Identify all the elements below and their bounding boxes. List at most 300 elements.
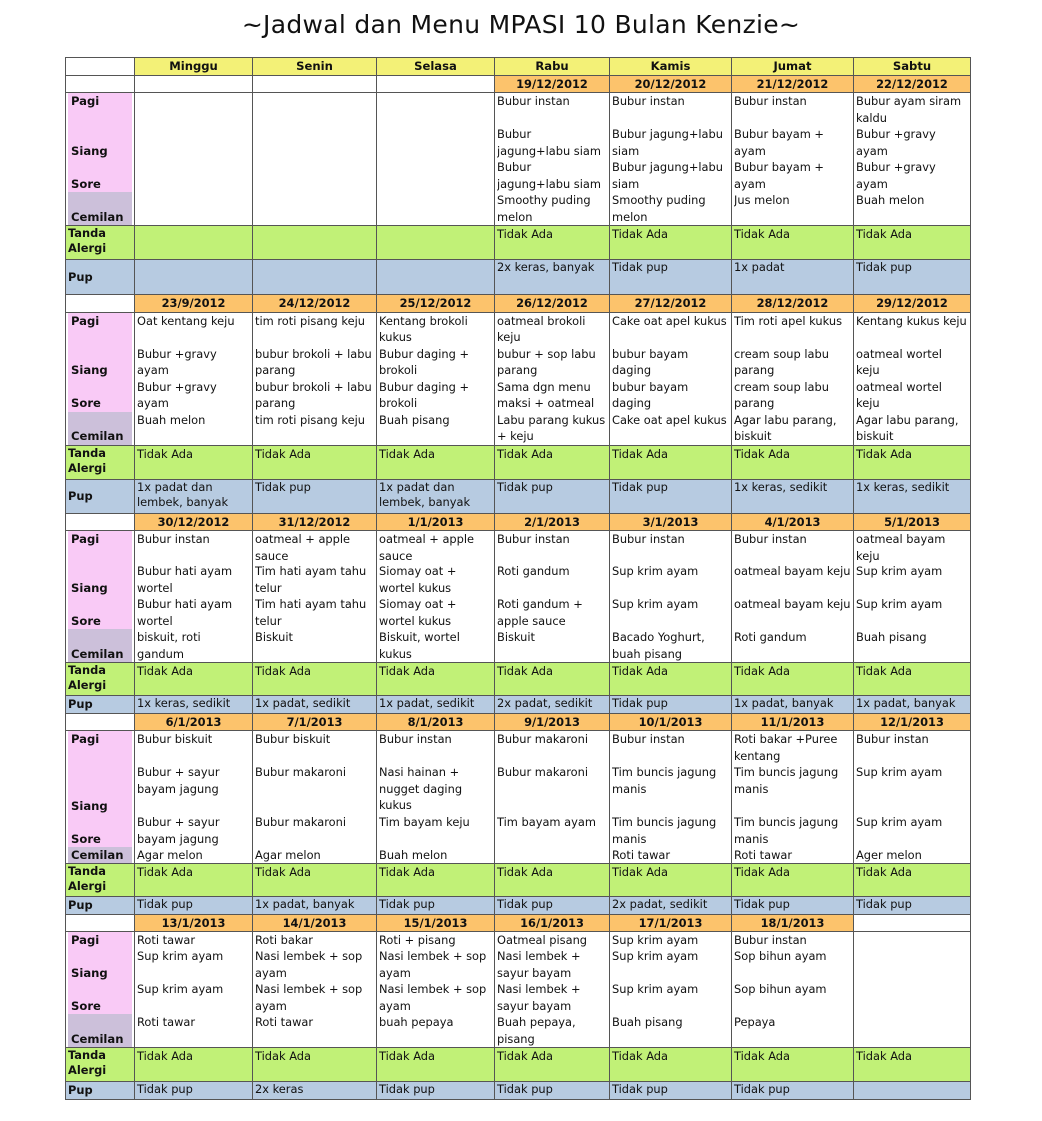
label-siang: Siang [68,563,132,596]
meal-labels [66,932,135,1048]
date-cell [253,75,377,93]
pup-cell: Tidak pup [377,1082,495,1100]
meal-sore: bubur bayam daging [612,379,689,410]
meal-sore: Siomay oat + wortel kukus [379,597,457,628]
meal-cell [495,93,610,226]
week-2-pup-row [66,696,971,714]
alergi-cell: Tidak Ada [377,864,495,897]
meal-cell [135,93,253,226]
alergi-cell: Tidak Ada [610,445,732,479]
date-cell: 6/1/2013 [135,713,253,731]
date-cell: 26/12/2012 [495,295,610,313]
meal-sore: Tim bayam ayam [497,815,596,829]
alergi-cell: Tidak Ada [495,663,610,696]
label-alergi: Tanda Alergi [66,226,135,260]
alergi-cell: Tidak Ada [854,226,971,260]
day-header-1: Senin [253,58,377,76]
alergi-cell: Tidak Ada [854,445,971,479]
meal-cell [610,312,732,445]
week-0-date-row [66,75,971,93]
date-cell: 12/1/2013 [854,713,971,731]
meal-sore: Nasi lembek + sop ayam [379,982,487,1013]
date-cell: 20/12/2012 [610,75,732,93]
pup-cell: 2x keras [253,1082,377,1100]
meal-pagi: oatmeal bayam keju [856,532,946,563]
pup-cell: Tidak pup [732,1082,854,1100]
meal-siang: Bubur +gravy ayam [137,346,217,377]
meal-cell [610,932,732,1048]
meal-cemilan: Roti tawar [612,848,671,862]
meal-cell [854,93,971,226]
alergi-cell: Tidak Ada [135,864,253,897]
label-sore: Sore [68,981,132,1014]
meal-pagi: tim roti pisang keju [255,313,365,328]
meal-pagi: Roti bakar +Puree kentang [734,732,838,763]
alergi-cell: Tidak Ada [732,445,854,479]
meal-sore: bubur brokoli + labu parang [255,379,372,410]
day-header-5: Jumat [732,58,854,76]
label-pagi: Pagi [68,93,132,126]
meal-cemilan: Roti gandum [734,630,807,644]
label-alergi: Tanda Alergi [66,864,135,897]
meal-siang: bubur + sop labu parang [497,346,596,377]
label-pagi: Pagi [68,932,132,948]
alergi-cell: Tidak Ada [377,445,495,479]
label-pup: Pup [66,1082,135,1100]
date-cell: 1/1/2013 [377,513,495,531]
meal-sore: Nasi lembek + sayur bayam [497,982,581,1013]
meal-cemilan [379,192,492,225]
week-1-alergi-row [66,445,971,479]
meal-pagi: Kentang brokoli kukus [379,313,468,344]
meal-pagi: Bubur instan [856,732,929,746]
meal-pagi: Bubur instan [612,732,685,746]
label-pup: Pup [66,897,135,915]
meal-sore: Bubur +gravy ayam [856,160,936,191]
date-cell: 8/1/2013 [377,713,495,731]
meal-pagi: Bubur instan [734,532,807,546]
meal-siang: Nasi lembek + sop ayam [379,949,487,980]
date-cell: 28/12/2012 [732,295,854,313]
meal-sore: Tim buncis jagung manis [612,815,717,846]
alergi-cell: Tidak Ada [253,864,377,897]
pup-cell: 2x padat, sedikit [495,696,610,714]
meal-siang: oatmeal bayam keju [734,564,851,578]
date-cell: 2/1/2013 [495,513,610,531]
alergi-cell: Tidak Ada [135,445,253,479]
meal-cell [253,932,377,1048]
date-cell: 16/1/2013 [495,914,610,932]
date-cell [854,914,971,932]
meal-siang: Bubur makaroni [497,765,589,779]
meal-siang: Tim hati ayam tahu telur [255,564,367,595]
meal-labels [66,531,135,663]
date-cell: 31/12/2012 [253,513,377,531]
date-row-label [66,295,135,313]
meal-cemilan: Smoothy puding melon [612,193,706,224]
label-alergi: Tanda Alergi [66,1048,135,1082]
week-3-date-row [66,713,971,731]
meal-siang: Nasi hainan + nugget daging kukus [379,765,463,812]
day-header-4: Kamis [610,58,732,76]
date-cell: 23/9/2012 [135,295,253,313]
pup-cell: 1x padat, banyak [253,897,377,915]
page-title: ~Jadwal dan Menu MPASI 10 Bulan Kenzie~ [241,10,801,39]
meal-sore: Bubur hati ayam wortel [137,597,233,628]
meal-cell [377,932,495,1048]
meal-cemilan: Buah pepaya, pisang [497,1015,576,1046]
pup-cell [854,1082,971,1100]
meal-cemilan: Biskuit [255,630,294,644]
date-cell: 10/1/2013 [610,713,732,731]
meal-sore [255,159,374,192]
date-cell: 24/12/2012 [253,295,377,313]
pup-cell: 1x padat, banyak [732,696,854,714]
alergi-cell: Tidak Ada [732,1048,854,1082]
meal-cell [854,932,971,1048]
meal-cemilan: Cake oat apel kukus [612,412,727,427]
label-sore: Sore [68,596,132,629]
week-1-meals-row [66,312,971,445]
week-3-alergi-row [66,864,971,897]
meal-cemilan: Roti tawar [137,1015,196,1029]
meal-cell [377,531,495,663]
meal-pagi: Bubur instan [734,933,807,947]
alergi-cell: Tidak Ada [732,663,854,696]
meal-cemilan [856,1014,968,1047]
alergi-cell: Tidak Ada [854,663,971,696]
meal-sore: Sup krim ayam [137,982,224,996]
week-0-alergi-row [66,226,971,260]
alergi-cell: Tidak Ada [854,864,971,897]
pup-cell: 1x padat, banyak [854,696,971,714]
pup-cell: 1x keras, sedikit [135,696,253,714]
date-row-label [66,513,135,531]
day-header-2: Selasa [377,58,495,76]
meal-siang: Sop bihun ayam [734,949,827,963]
date-cell: 9/1/2013 [495,713,610,731]
pup-cell [135,260,253,295]
meal-sore: Sup krim ayam [856,597,943,611]
meal-cemilan: Biskuit, wortel kukus [379,630,460,661]
meal-cemilan: Smoothy puding melon [497,193,591,224]
meal-cell [610,531,732,663]
meal-cell [854,731,971,864]
meal-siang: Bubur makaroni [255,765,347,779]
meal-siang: bubur bayam daging [612,346,689,377]
alergi-cell: Tidak Ada [495,445,610,479]
week-2-date-row [66,513,971,531]
meal-siang: Bubur jagung+labu siam [497,127,601,158]
meal-cemilan [255,192,374,225]
pup-cell: Tidak pup [610,479,732,513]
pup-cell: 1x padat dan lembek, banyak [377,479,495,513]
meal-siang: Sup krim ayam [137,949,224,963]
meal-cell [854,312,971,445]
meal-cemilan: Jus melon [734,193,790,207]
label-siang: Siang [68,948,132,981]
alergi-cell: Tidak Ada [732,226,854,260]
label-alergi: Tanda Alergi [66,663,135,696]
week-2-alergi-row [66,663,971,696]
meal-siang: Bubur bayam + ayam [734,127,824,158]
menu-schedule-table [65,57,971,1100]
corner-cell [66,58,135,76]
meal-pagi: oatmeal + apple sauce [379,532,475,563]
label-alergi: Tanda Alergi [66,445,135,479]
meal-labels [66,731,135,864]
week-0-meals-row [66,93,971,226]
meal-sore [379,159,492,192]
meal-siang: Nasi lembek + sayur bayam [497,949,581,980]
alergi-cell: Tidak Ada [610,663,732,696]
alergi-cell: Tidak Ada [253,1048,377,1082]
meal-sore: Sup krim ayam [856,815,943,829]
meal-pagi: Bubur ayam siram kaldu [856,94,962,125]
meal-pagi: Sup krim ayam [612,933,699,947]
meal-sore: Bubur daging + brokoli [379,379,470,410]
meal-pagi: Bubur instan [379,732,452,746]
pup-cell: Tidak pup [495,1082,610,1100]
meal-siang [137,126,250,159]
date-cell: 19/12/2012 [495,75,610,93]
week-4-date-row [66,914,971,932]
pup-cell: Tidak pup [610,696,732,714]
label-pup: Pup [66,260,135,295]
date-cell: 22/12/2012 [854,75,971,93]
meal-cell [732,932,854,1048]
label-pup: Pup [66,479,135,513]
label-cemilan: Cemilan [68,192,132,225]
meal-pagi: Kentang kukus keju [856,313,967,328]
meal-cemilan: Agar melon [255,848,321,862]
date-cell: 21/12/2012 [732,75,854,93]
meal-cell [732,312,854,445]
alergi-cell: Tidak Ada [377,1048,495,1082]
meal-siang [856,948,968,981]
label-cemilan: Cemilan [68,847,132,863]
pup-cell: 1x padat, sedikit [253,696,377,714]
meal-sore: oatmeal wortel keju [856,379,942,410]
meal-cell [495,731,610,864]
meal-pagi: Bubur instan [497,532,570,546]
meal-cemilan [137,192,250,225]
meal-pagi: Bubur biskuit [137,732,213,746]
meal-cemilan: Labu parang kukus + keju [497,412,606,443]
meal-cemilan: Buah melon [137,412,206,427]
meal-cemilan: Buah pisang [856,630,927,644]
meal-cemilan: Roti tawar [734,848,793,862]
meal-sore: oatmeal bayam keju [734,597,851,611]
meal-pagi: Bubur instan [497,94,570,108]
meal-cell [135,731,253,864]
label-pagi: Pagi [68,313,132,346]
date-cell: 11/1/2013 [732,713,854,731]
week-2-meals-row [66,531,971,663]
label-sore: Sore [68,159,132,192]
meal-sore: Sop bihun ayam [734,982,827,996]
alergi-cell: Tidak Ada [253,663,377,696]
meal-cell [732,531,854,663]
meal-siang: Tim buncis jagung manis [612,765,717,796]
alergi-cell: Tidak Ada [610,864,732,897]
meal-pagi: Bubur instan [137,532,210,546]
meal-cemilan: Buah melon [379,848,448,862]
meal-cell [854,531,971,663]
label-pup: Pup [66,696,135,714]
pup-cell: Tidak pup [610,1082,732,1100]
week-4-meals-row [66,932,971,1048]
week-4-alergi-row [66,1048,971,1082]
date-cell: 27/12/2012 [610,295,732,313]
label-siang: Siang [68,764,132,814]
meal-cemilan: buah pepaya [379,1015,454,1029]
meal-siang: Tim buncis jagung manis [734,765,839,796]
pup-cell: Tidak pup [732,897,854,915]
date-cell: 25/12/2012 [377,295,495,313]
label-sore: Sore [68,814,132,847]
meal-cemilan: Buah melon [856,193,925,207]
meal-sore: Tim bayam keju [379,815,470,829]
week-4-pup-row [66,1082,971,1100]
meal-pagi [137,93,250,126]
alergi-cell: Tidak Ada [495,1048,610,1082]
meal-cemilan: Pepaya [734,1015,776,1029]
meal-cemilan: Buah pisang [612,1015,683,1029]
meal-cell [135,932,253,1048]
meal-pagi: oatmeal + apple sauce [255,532,351,563]
meal-sore: Bubur + sayur bayam jagung [137,815,220,846]
meal-sore: Tim hati ayam tahu telur [255,597,367,628]
label-pagi: Pagi [68,731,132,764]
pup-cell: Tidak pup [854,260,971,295]
meal-labels [66,93,135,226]
date-cell: 13/1/2013 [135,914,253,932]
label-siang: Siang [68,346,132,379]
pup-cell: 1x keras, sedikit [732,479,854,513]
day-header-3: Rabu [495,58,610,76]
meal-pagi: Oat kentang keju [137,313,235,328]
pup-cell: Tidak pup [495,479,610,513]
pup-cell [253,260,377,295]
alergi-cell: Tidak Ada [610,226,732,260]
meal-siang: Bubur daging + brokoli [379,346,470,377]
meal-cell [135,312,253,445]
meal-sore: Nasi lembek + sop ayam [255,982,363,1013]
meal-sore: cream soup labu parang [734,379,829,410]
meal-pagi: Bubur instan [612,94,685,108]
meal-cell [253,93,377,226]
pup-cell [377,260,495,295]
label-cemilan: Cemilan [68,1014,132,1047]
meal-pagi: Tim roti apel kukus [734,313,843,328]
meal-siang: cream soup labu parang [734,346,829,377]
meal-pagi: Oatmeal pisang [497,933,588,947]
meal-sore [856,981,968,1014]
date-cell: 17/1/2013 [610,914,732,932]
week-0-pup-row [66,260,971,295]
meal-sore: Bubur jagung+labu siam [612,160,723,191]
meal-siang: Bubur jagung+labu siam [612,127,723,158]
pup-cell: Tidak pup [610,260,732,295]
meal-sore: Bubur bayam + ayam [734,160,824,191]
pup-cell: Tidak pup [377,897,495,915]
pup-cell: 1x padat, sedikit [377,696,495,714]
meal-cell [253,531,377,663]
pup-cell: Tidak pup [854,897,971,915]
date-cell: 14/1/2013 [253,914,377,932]
alergi-cell: Tidak Ada [732,864,854,897]
alergi-cell: Tidak Ada [135,1048,253,1082]
meal-pagi: Roti bakar [255,933,313,947]
meal-pagi [856,932,968,948]
label-siang: Siang [68,126,132,159]
meal-cemilan: Agar labu parang, biskuit [856,412,959,443]
alergi-cell: Tidak Ada [377,663,495,696]
meal-pagi: Bubur makaroni [497,732,589,746]
date-cell: 7/1/2013 [253,713,377,731]
meal-siang: Sup krim ayam [856,765,943,779]
meal-siang: Sup krim ayam [612,949,699,963]
meal-cemilan: biskuit, roti gandum [137,630,201,661]
meal-sore: Roti gandum + apple sauce [497,597,583,628]
label-pagi: Pagi [68,531,132,563]
pup-cell: 1x padat [732,260,854,295]
meal-pagi: oatmeal brokoli keju [497,313,586,344]
meal-pagi: Bubur instan [734,94,807,108]
date-cell: 3/1/2013 [610,513,732,531]
date-row-label [66,713,135,731]
day-header-row [66,58,971,76]
alergi-cell: Tidak Ada [135,663,253,696]
meal-sore: Sup krim ayam [612,597,699,611]
meal-cell [495,932,610,1048]
meal-siang: bubur brokoli + labu parang [255,346,372,377]
meal-cell [253,312,377,445]
meal-sore: Sup krim ayam [612,982,699,996]
meal-pagi: Roti tawar [137,933,196,947]
meal-sore: Bubur jagung+labu siam [497,160,601,191]
pup-cell: Tidak pup [253,479,377,513]
date-cell: 29/12/2012 [854,295,971,313]
meal-pagi [379,93,492,126]
label-cemilan: Cemilan [68,412,132,445]
meal-siang: Nasi lembek + sop ayam [255,949,363,980]
alergi-cell: Tidak Ada [495,226,610,260]
alergi-cell [135,226,253,260]
label-cemilan: Cemilan [68,629,132,662]
meal-cemilan: Agar labu parang, biskuit [734,412,837,443]
meal-pagi [255,93,374,126]
alergi-cell [253,226,377,260]
date-cell: 5/1/2013 [854,513,971,531]
date-cell: 4/1/2013 [732,513,854,531]
meal-pagi: Bubur instan [612,532,685,546]
alergi-cell: Tidak Ada [610,1048,732,1082]
meal-cell [495,312,610,445]
meal-cell [610,731,732,864]
meal-siang: Sup krim ayam [612,564,699,578]
meal-labels [66,312,135,445]
meal-siang: Siomay oat + wortel kukus [379,564,457,595]
meal-siang: Bubur +gravy ayam [856,127,936,158]
meal-cemilan: Bacado Yoghurt, buah pisang [612,630,705,661]
week-1-pup-row [66,479,971,513]
meal-cell [377,731,495,864]
week-3-meals-row [66,731,971,864]
meal-cell [732,93,854,226]
date-cell: 30/12/2012 [135,513,253,531]
